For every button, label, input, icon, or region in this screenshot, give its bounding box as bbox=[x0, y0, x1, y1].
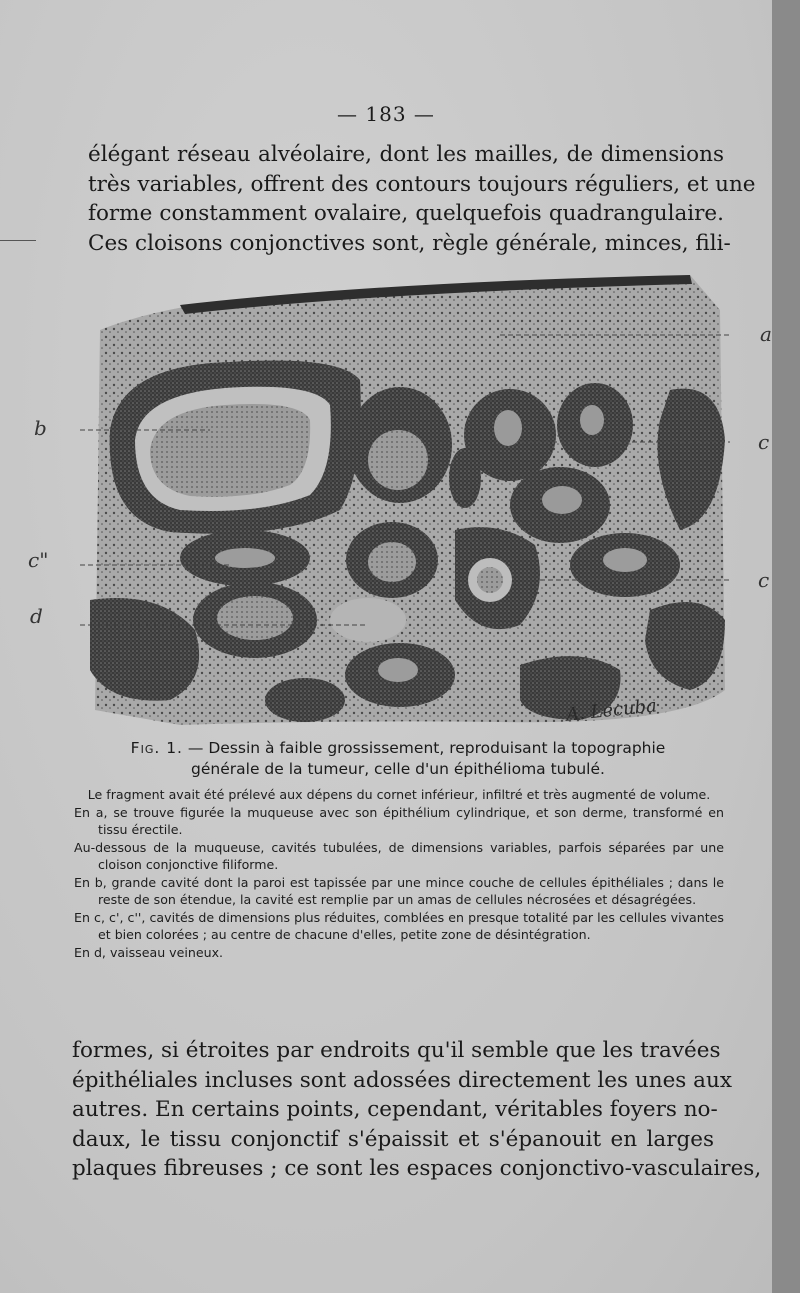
page-number: — 183 — bbox=[337, 102, 435, 126]
paragraph-bottom bbox=[72, 1036, 762, 1184]
text-line: formes, si étroites par endroits qu'il semble que les travées bbox=[72, 1038, 721, 1063]
text-line: très variables, offrent des contours toujours réguliers, et une bbox=[88, 171, 756, 197]
caption-text: — Dessin à faible grossissement, reproduisant la topographie générale de la tumeur, celle d'un épithélioma tubulé. bbox=[182, 739, 666, 778]
label-c-bottom: c bbox=[758, 568, 770, 592]
histology-figure bbox=[80, 270, 730, 730]
label-a: a bbox=[760, 322, 772, 346]
text-line: Ces cloisons conjonctives sont, règle générale, minces, fili- bbox=[88, 230, 731, 256]
figure-label: Fig. 1. bbox=[130, 739, 183, 757]
text-line: plaques fibreuses ; ce sont les espaces conjonctivo-vasculaires, bbox=[72, 1156, 762, 1182]
legend-item: Au-dessous de la muqueuse, cavités tubulées, de dimensions variables, parfois séparées par une cloison conjonctive filiforme. bbox=[74, 839, 724, 872]
text-line: épithéliales incluses sont adossées directement les unes aux bbox=[72, 1067, 732, 1093]
legend-item: En c, c', c'', cavités de dimensions plus réduites, comblées en presque totalité par les cellules vivantes et bien colorées ; au centre de chacune d'elles, petite zone de désintégration. bbox=[74, 909, 724, 942]
tissue-drawing bbox=[80, 270, 730, 730]
legend-item: En d, vaisseau veineux. bbox=[74, 944, 224, 960]
text-line: daux, le tissu conjonctif s'épaissit et s'épanouit en larges bbox=[72, 1126, 714, 1152]
label-c-double: c" bbox=[28, 548, 49, 572]
paragraph-top bbox=[88, 140, 756, 258]
text-line: autres. En certains points, cependant, véritables foyers no- bbox=[72, 1097, 718, 1123]
figure-legend bbox=[74, 786, 724, 961]
text-line: élégant réseau alvéolaire, dont les mailles, de dimensions bbox=[88, 142, 724, 167]
legend-item: En a, se trouve figurée la muqueuse avec son épithélium cylindrique, et son derme, transformé en tissu érectile. bbox=[74, 804, 724, 837]
page-edge bbox=[772, 0, 800, 1293]
legend-item: En b, grande cavité dont la paroi est tapissée par une mince couche de cellules épithéliales ; dans le reste de son étendue, la cavité est remplie par un amas de cellules nécrosées et désagrégées. bbox=[74, 874, 724, 907]
text-line: forme constamment ovalaire, quelquefois quadrangulaire. bbox=[88, 201, 724, 227]
label-c-top: c bbox=[758, 430, 770, 454]
label-d: d bbox=[30, 604, 43, 628]
label-b: b bbox=[34, 416, 47, 440]
artist-signature: A. Lecuba bbox=[565, 695, 658, 726]
figure-caption bbox=[98, 738, 698, 780]
legend-item: Le fragment avait été prélevé aux dépens du cornet inférieur, infiltré et très augmenté de volume. bbox=[87, 787, 711, 802]
margin-mark bbox=[0, 240, 36, 241]
